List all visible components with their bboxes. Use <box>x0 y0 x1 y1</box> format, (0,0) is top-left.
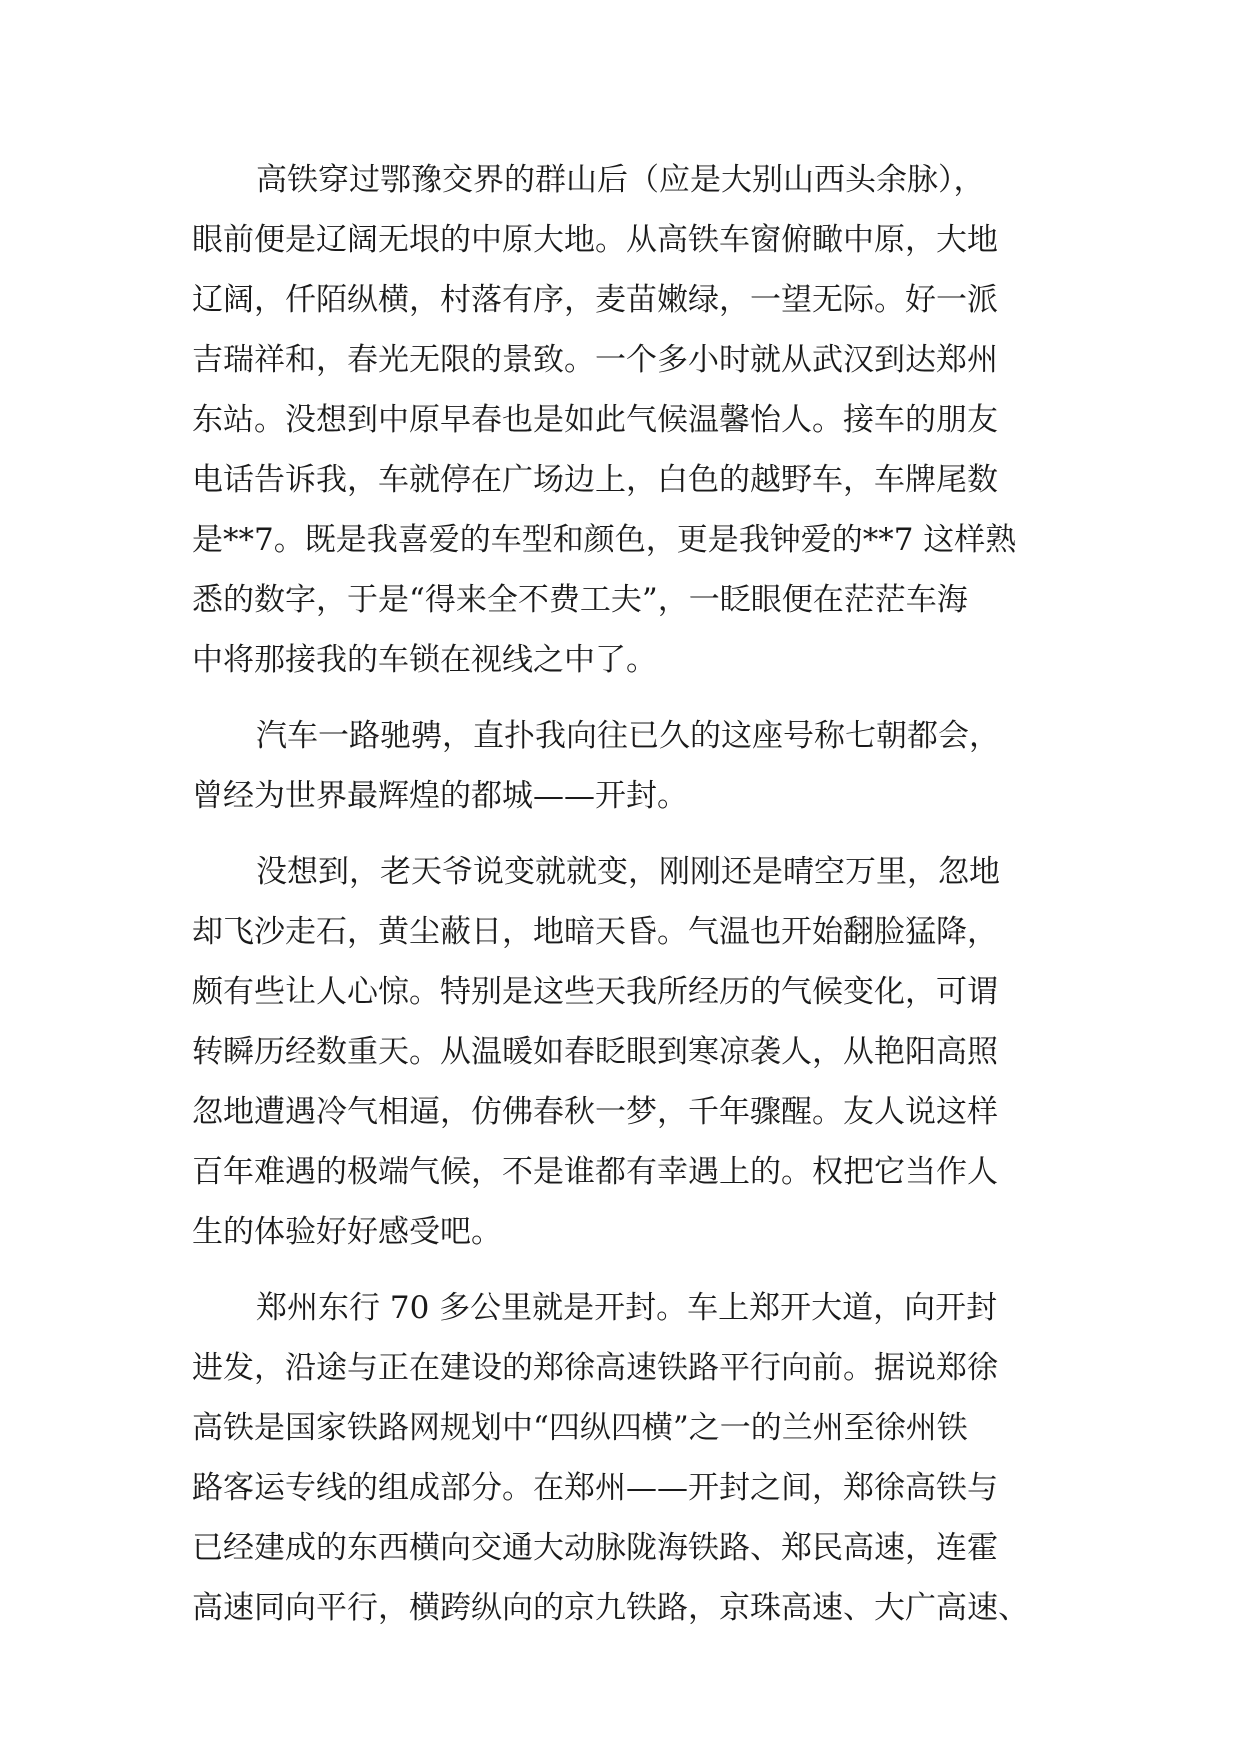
text-line: 高铁穿过鄂豫交界的群山后（应是大别山西头余脉）， <box>256 162 985 198</box>
text-line: 颇有些让人心惊。特别是这些天我所经历的气候变化，可谓 <box>192 974 998 1010</box>
text-line: 却飞沙走石，黄尘蔽日，地暗天昏。气温也开始翻脸猛降， <box>192 914 998 950</box>
text-line: 辽阔，仟陌纵横，村落有序，麦苗嫩绿，一望无际。好一派 <box>192 282 998 318</box>
text-line: 高速同向平行，横跨纵向的京九铁路，京珠高速、大广高速、 <box>192 1590 1029 1626</box>
paragraph-2 <box>192 706 1060 826</box>
paragraph-1 <box>192 150 1060 690</box>
body-text <box>192 150 1060 1654</box>
text-line: 没想到，老天爷说变就就变，刚刚还是晴空万里，忽地 <box>256 854 1000 890</box>
text-line: 高铁是国家铁路网规划中“四纵四横”之一的兰州至徐州铁 <box>192 1410 968 1446</box>
text-line: 郑州东行 70 多公里就是开封。车上郑开大道，向开封 <box>256 1290 998 1326</box>
text-line: 生的体验好好感受吧。 <box>192 1214 502 1250</box>
text-line: 汽车一路驰骋，直扑我向往已久的这座号称七朝都会， <box>256 718 1000 754</box>
text-line: 曾经为世界最辉煌的都城——开封。 <box>192 778 688 814</box>
text-line: 转瞬历经数重天。从温暖如春眨眼到寒凉袭人，从艳阳高照 <box>192 1034 998 1070</box>
text-line: 百年难遇的极端气候，不是谁都有幸遇上的。权把它当作人 <box>192 1154 998 1190</box>
text-line: 东站。没想到中原早春也是如此气候温馨怡人。接车的朋友 <box>192 402 998 438</box>
text-line: 眼前便是辽阔无垠的中原大地。从高铁车窗俯瞰中原，大地 <box>192 222 998 258</box>
text-line: 忽地遭遇冷气相逼，仿佛春秋一梦，千年骤醒。友人说这样 <box>192 1094 998 1130</box>
text-line: 悉的数字，于是“得来全不费工夫”，一眨眼便在茫茫车海 <box>192 582 968 618</box>
text-line: 进发，沿途与正在建设的郑徐高速铁路平行向前。据说郑徐 <box>192 1350 998 1386</box>
text-line: 是**7。既是我喜爱的车型和颜色，更是我钟爱的**7 这样熟 <box>192 522 1017 558</box>
paragraph-4 <box>192 1278 1060 1638</box>
text-line: 电话告诉我，车就停在广场边上，白色的越野车，车牌尾数 <box>192 462 998 498</box>
text-line: 中将那接我的车锁在视线之中了。 <box>192 642 657 678</box>
text-line: 路客运专线的组成部分。在郑州——开封之间，郑徐高铁与 <box>192 1470 998 1506</box>
text-line: 已经建成的东西横向交通大动脉陇海铁路、郑民高速，连霍 <box>192 1530 998 1566</box>
text-line: 吉瑞祥和，春光无限的景致。一个多小时就从武汉到达郑州 <box>192 342 998 378</box>
paragraph-3 <box>192 842 1060 1262</box>
